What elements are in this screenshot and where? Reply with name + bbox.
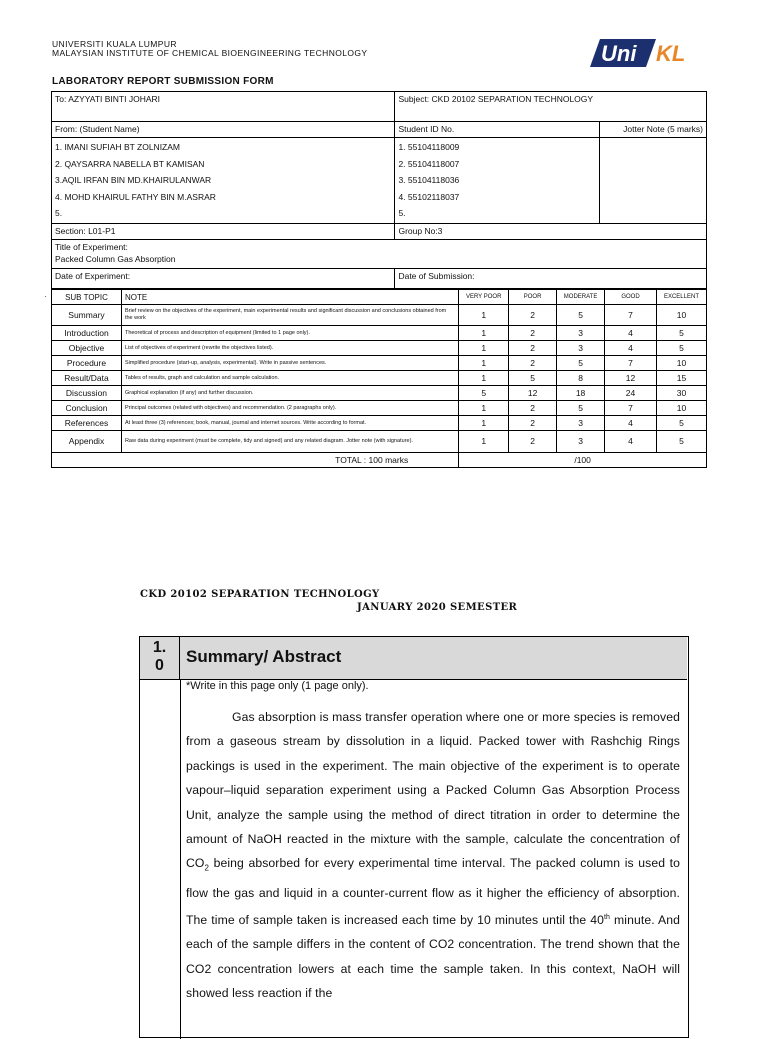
- score-good: 4: [605, 431, 657, 453]
- jotter-mark-cell: [600, 138, 707, 224]
- score-very-poor: 1: [459, 326, 509, 341]
- student-id-label: Student ID No.: [395, 122, 600, 138]
- student-name-3: 3.AQIL IRFAN BIN MD.KHAIRULANWAR: [55, 175, 212, 185]
- score-good: 12: [605, 371, 657, 386]
- para-part-2: being absorbed for every experimental time interval. The packed column is used to flow the gas and liquid in a counter-current flow as it higher the efficiency of absorption. The time of sample taken is increased each time by 10 minutes until the 40: [186, 856, 680, 927]
- total-value: /100: [459, 453, 707, 468]
- header-note: NOTE: [121, 290, 458, 305]
- subscript-2: 2: [204, 863, 210, 873]
- score-moderate: 3: [557, 326, 605, 341]
- date-experiment: Date of Experiment:: [52, 268, 395, 288]
- score-excellent: 10: [656, 305, 706, 326]
- student-name-4: 4. MOHD KHAIRUL FATHY BIN M.ASRAR: [55, 191, 216, 202]
- form-title: LABORATORY REPORT SUBMISSION FORM: [52, 76, 274, 87]
- score-poor: 2: [509, 341, 557, 356]
- score-moderate: 3: [557, 431, 605, 453]
- row-note: Brief review on the objectives of the experiment, main experimental results and significant discussion and conclusions obtained from the work: [121, 305, 458, 326]
- header-sub-topic: SUB TOPIC: [52, 290, 122, 305]
- table-row: [52, 356, 707, 371]
- header-poor: POOR: [509, 290, 557, 305]
- row-topic: Discussion: [52, 386, 122, 401]
- score-good: 4: [605, 341, 657, 356]
- row-note: Principal outcomes (related with objectives) and recommendation. (2 paragraphs only).: [121, 401, 458, 416]
- jotter-label: Jotter Note (5 marks): [600, 122, 707, 138]
- row-topic: Summary: [52, 305, 122, 326]
- score-moderate: 5: [557, 305, 605, 326]
- unikl-logo: [586, 36, 706, 70]
- section-number: 1. 0: [140, 637, 180, 679]
- para-part-3: minute. And each of the sample differs in the content of CO2 concentration. The trend shown that the CO2 concentration lowers at each time the sample taken. In this context, NaOH will showed less reaction if the: [186, 912, 680, 1000]
- group-field: Group No:3: [395, 223, 707, 239]
- logo-text-kl: KL: [656, 41, 686, 66]
- score-good: 4: [605, 326, 657, 341]
- course-title: CKD 20102 SEPARATION TECHNOLOGY: [140, 589, 380, 600]
- subject-field: Subject: CKD 20102 SEPARATION TECHNOLOGY: [395, 92, 707, 122]
- header-excellent: EXCELLENT: [656, 290, 706, 305]
- score-very-poor: 1: [459, 341, 509, 356]
- date-submission: Date of Submission:: [395, 268, 707, 288]
- title-value: Packed Column Gas Absorption: [55, 253, 176, 264]
- logo-text-uni: Uni: [601, 41, 637, 66]
- section-title: Summary/ Abstract: [186, 647, 342, 666]
- row-note: List of objectives of experiment (rewrite the objectives listed).: [121, 341, 458, 356]
- column-divider: [180, 679, 181, 1039]
- score-poor: 2: [509, 431, 557, 453]
- superscript-th: th: [604, 913, 611, 921]
- student-name-1: 1. IMANI SUFIAH BT ZOLNIZAM: [55, 142, 180, 152]
- table-row: [52, 431, 707, 453]
- summary-paragraph: [186, 705, 680, 1005]
- row-topic: Appendix: [52, 431, 122, 453]
- row-note: Tables of results, graph and calculation and sample calculation.: [121, 371, 458, 386]
- table-row: [52, 371, 707, 386]
- table-row: [52, 305, 707, 326]
- para-part-1: Gas absorption is mass transfer operation where one or more species is removed from a gaseous stream by dissolution in a liquid. Packed tower with Rashchig Rings packings is used in the experiment. The main objective of the experiment is to operate vapour–liquid separation experiment using a Packed Column Gas Absorption Process Unit, analyze the sample using the method of direct titration in order to determine the amount of NaOH reacted in the mixture with the sample, calculate the concentration of CO: [186, 710, 680, 871]
- score-poor: 5: [509, 371, 557, 386]
- score-excellent: 5: [656, 431, 706, 453]
- row-topic: References: [52, 416, 122, 431]
- row-note: At least three (3) references; book, manual, journal and internet sources. Write according to format.: [121, 416, 458, 431]
- student-id-1: 1. 55104118009: [398, 142, 460, 152]
- row-topic: Procedure: [52, 356, 122, 371]
- table-row: [52, 326, 707, 341]
- row-topic: Introduction: [52, 326, 122, 341]
- score-good: 7: [605, 401, 657, 416]
- score-very-poor: 1: [459, 416, 509, 431]
- score-poor: 12: [509, 386, 557, 401]
- submission-info-table: [51, 91, 707, 289]
- section-field: Section: L01-P1: [52, 223, 395, 239]
- page-note: *Write in this page only (1 page only).: [186, 680, 369, 692]
- table-row: [52, 341, 707, 356]
- student-id-4: 4. 55102118037: [398, 191, 460, 202]
- score-very-poor: 1: [459, 356, 509, 371]
- table-row: [52, 401, 707, 416]
- score-excellent: 5: [656, 341, 706, 356]
- header-good: GOOD: [605, 290, 657, 305]
- score-poor: 2: [509, 416, 557, 431]
- row-note: Graphical explanation (if any) and further discussion.: [121, 386, 458, 401]
- university-name: UNIVERSITI KUALA LUMPUR: [52, 39, 177, 49]
- score-poor: 2: [509, 356, 557, 371]
- score-good: 7: [605, 305, 657, 326]
- score-moderate: 8: [557, 371, 605, 386]
- score-poor: 2: [509, 401, 557, 416]
- row-note: Theoretical of process and description of equipment (limited to 1 page only).: [121, 326, 458, 341]
- row-topic: Objective: [52, 341, 122, 356]
- from-label: From: (Student Name): [52, 122, 395, 138]
- score-good: 24: [605, 386, 657, 401]
- score-very-poor: 5: [459, 386, 509, 401]
- row-note: Simplified procedure (start-up, analysis, experimental). Write in passive sentences.: [121, 356, 458, 371]
- header-moderate: MODERATE: [557, 290, 605, 305]
- rubric-table: [51, 289, 707, 468]
- score-excellent: 5: [656, 326, 706, 341]
- student-id-5: 5.: [398, 208, 406, 218]
- row-topic: Result/Data: [52, 371, 122, 386]
- semester-title: JANUARY 2020 SEMESTER: [357, 602, 518, 613]
- student-name-2: 2. QAYSARRA NABELLA BT KAMISAN: [55, 158, 205, 169]
- score-very-poor: 1: [459, 305, 509, 326]
- bullet-mark: ·: [44, 292, 47, 301]
- header-very-poor: VERY POOR: [459, 290, 509, 305]
- institute-name: MALAYSIAN INSTITUTE OF CHEMICAL BIOENGINEERING TECHNOLOGY: [52, 48, 368, 58]
- to-field: To: AZYYATI BINTI JOHARI: [52, 92, 395, 122]
- score-excellent: 15: [656, 371, 706, 386]
- student-id-3: 3. 55104118036: [398, 175, 460, 185]
- score-moderate: 5: [557, 356, 605, 371]
- score-moderate: 3: [557, 416, 605, 431]
- row-note: Raw data during experiment (must be complete, tidy and signed) and any related diagram. Jotter note (with signature).: [121, 431, 458, 453]
- score-excellent: 10: [656, 401, 706, 416]
- table-row: [52, 416, 707, 431]
- score-excellent: 5: [656, 416, 706, 431]
- score-moderate: 18: [557, 386, 605, 401]
- score-very-poor: 1: [459, 371, 509, 386]
- score-moderate: 3: [557, 341, 605, 356]
- score-very-poor: 1: [459, 431, 509, 453]
- score-good: 7: [605, 356, 657, 371]
- total-label: TOTAL : 100 marks: [52, 453, 459, 468]
- row-topic: Conclusion: [52, 401, 122, 416]
- student-id-2: 2. 55104118007: [398, 158, 460, 169]
- student-name-5: 5.: [55, 208, 63, 218]
- score-good: 4: [605, 416, 657, 431]
- score-poor: 2: [509, 305, 557, 326]
- score-very-poor: 1: [459, 401, 509, 416]
- score-excellent: 10: [656, 356, 706, 371]
- table-row: [52, 386, 707, 401]
- score-moderate: 5: [557, 401, 605, 416]
- score-poor: 2: [509, 326, 557, 341]
- title-label: Title of Experiment:: [55, 241, 128, 252]
- score-excellent: 30: [656, 386, 706, 401]
